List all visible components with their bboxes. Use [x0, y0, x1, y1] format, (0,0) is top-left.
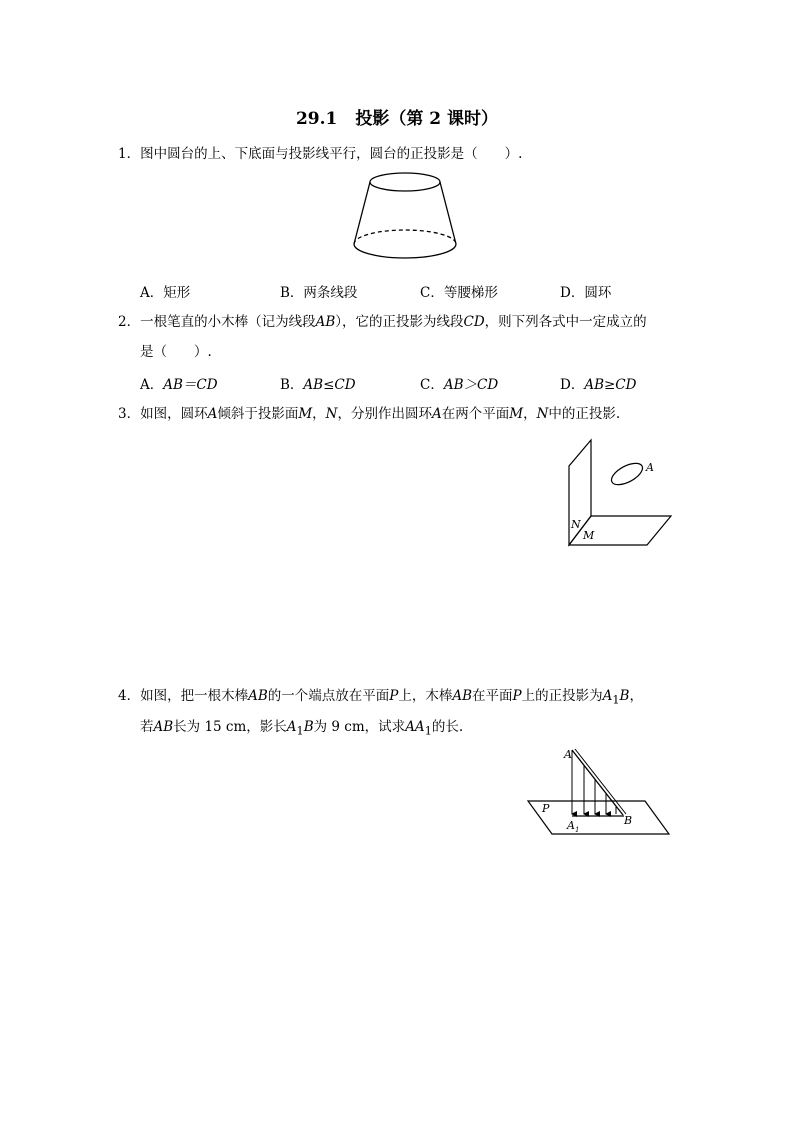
- q4-var-ab: AB: [248, 688, 268, 704]
- label-a1: A: [567, 819, 575, 832]
- q4-var-a: A: [602, 688, 613, 704]
- q2-option-d[interactable]: [560, 373, 636, 393]
- q2-text: ），它的正投影为线段: [335, 314, 464, 330]
- q2-var-ab: AB: [315, 314, 336, 330]
- q2-option-d-letter: D．: [560, 377, 585, 393]
- q4-subscript: 1: [296, 724, 304, 738]
- q3-text: ，: [523, 406, 537, 422]
- q4-text: 长为 15 cm，影长: [173, 719, 287, 735]
- q2-option-a[interactable]: [140, 373, 218, 393]
- q3-text: 倾斜于投影面: [217, 406, 299, 422]
- q3-text: 如图，圆环: [140, 406, 208, 422]
- q3-var-a: A: [207, 406, 218, 422]
- ring-a: [608, 459, 646, 489]
- q1-option-b[interactable]: B．两条线段: [280, 285, 358, 301]
- q2-option-c-expr: AB＞CD: [443, 377, 499, 393]
- label-m: M: [583, 529, 595, 542]
- q4-text: ，: [629, 688, 643, 704]
- q2-option-b[interactable]: [280, 373, 356, 393]
- q4-var-p: P: [512, 688, 522, 704]
- q3-text: 在两个平面: [441, 406, 510, 422]
- q4-text: 在平面: [472, 688, 513, 704]
- q3-var-m: M: [298, 406, 313, 422]
- q4-text: 为 9 cm，试求: [313, 719, 406, 735]
- label-a: A: [646, 461, 654, 474]
- q3-var-n: N: [325, 406, 338, 422]
- label-a: A: [564, 748, 572, 761]
- question-1: [118, 144, 522, 164]
- q1-option-c[interactable]: C．等腰梯形: [420, 285, 498, 301]
- q3-text: ，: [312, 406, 326, 422]
- q2-text: ，则下列各式中一定成立的: [484, 314, 647, 330]
- frustum-bottom-back-dashed: [354, 230, 456, 244]
- stick-ab: [572, 750, 623, 815]
- question-2-options: [140, 373, 660, 393]
- q2-option-b-letter: B．: [280, 377, 304, 393]
- question-3-number: 3．: [118, 406, 141, 422]
- q2-option-c[interactable]: [420, 373, 498, 393]
- q4-var-a: A: [286, 719, 297, 735]
- question-1-options: [140, 281, 660, 301]
- q2-text: 一根笔直的小木棒（记为线段: [140, 314, 316, 330]
- page-title: [0, 104, 794, 129]
- q4-subscript: 1: [424, 724, 432, 738]
- q4-var-ab: AB: [153, 719, 174, 735]
- q3-var-m: M: [509, 406, 524, 422]
- q4-text: 的长.: [431, 719, 464, 735]
- q4-var-b: B: [619, 688, 630, 704]
- q4-text: 上，木棒: [398, 688, 453, 704]
- q1-option-a[interactable]: A．矩形: [140, 285, 191, 301]
- question-2-line-2: 是（ ）.: [140, 344, 212, 360]
- frustum-top-ellipse: [370, 173, 440, 191]
- planes-ring-figure: [560, 440, 680, 552]
- stick-projection-figure: [528, 744, 673, 840]
- question-4-number: 4．: [118, 688, 141, 704]
- q4-text: 若: [140, 719, 154, 735]
- q4-text: 的一个端点放在平面: [267, 688, 390, 704]
- q4-subscript: 1: [612, 693, 620, 707]
- q4-var-b: B: [303, 719, 314, 735]
- frustum-figure: [340, 168, 480, 268]
- question-3: [118, 404, 620, 424]
- q4-var-ab: AB: [452, 688, 473, 704]
- frustum-bottom-front: [354, 244, 456, 258]
- stick-ab-edge: [575, 749, 626, 814]
- q2-option-b-expr: AB≤CD: [303, 377, 356, 393]
- q2-option-a-letter: A．: [140, 377, 164, 393]
- label-n: N: [571, 518, 581, 531]
- question-1-text: 图中圆台的上、下底面与投影线平行，圆台的正投影是（ ）.: [140, 146, 523, 162]
- q4-text: 如图，把一根木棒: [140, 688, 249, 704]
- q2-option-a-expr: AB＝CD: [163, 377, 218, 393]
- q3-text: ，分别作出圆环: [337, 406, 432, 422]
- question-2-number: 2．: [118, 314, 141, 330]
- question-2-line-1: [118, 312, 647, 332]
- question-1-number: 1．: [118, 146, 141, 162]
- q2-option-d-expr: AB≥CD: [584, 377, 637, 393]
- q2-option-c-letter: C．: [420, 377, 444, 393]
- question-4-line-2: [140, 717, 463, 742]
- label-b: B: [624, 814, 633, 827]
- q3-text: 中的正投影.: [548, 406, 621, 422]
- section-title: 投影（第 2 课时）: [355, 109, 499, 129]
- q1-option-d[interactable]: D．圆环: [560, 285, 612, 301]
- q4-var-p: P: [389, 688, 399, 704]
- section-number: 29.1: [295, 109, 338, 129]
- q3-var-n: N: [536, 406, 549, 422]
- q2-var-cd: CD: [463, 314, 485, 330]
- label-p: P: [542, 802, 550, 815]
- q3-var-a: A: [431, 406, 442, 422]
- question-4-line-1: [118, 686, 643, 711]
- q4-var-aa: AA: [405, 719, 425, 735]
- q4-text: 上的正投影为: [521, 688, 603, 704]
- label-a1-subscript: 1: [575, 826, 580, 834]
